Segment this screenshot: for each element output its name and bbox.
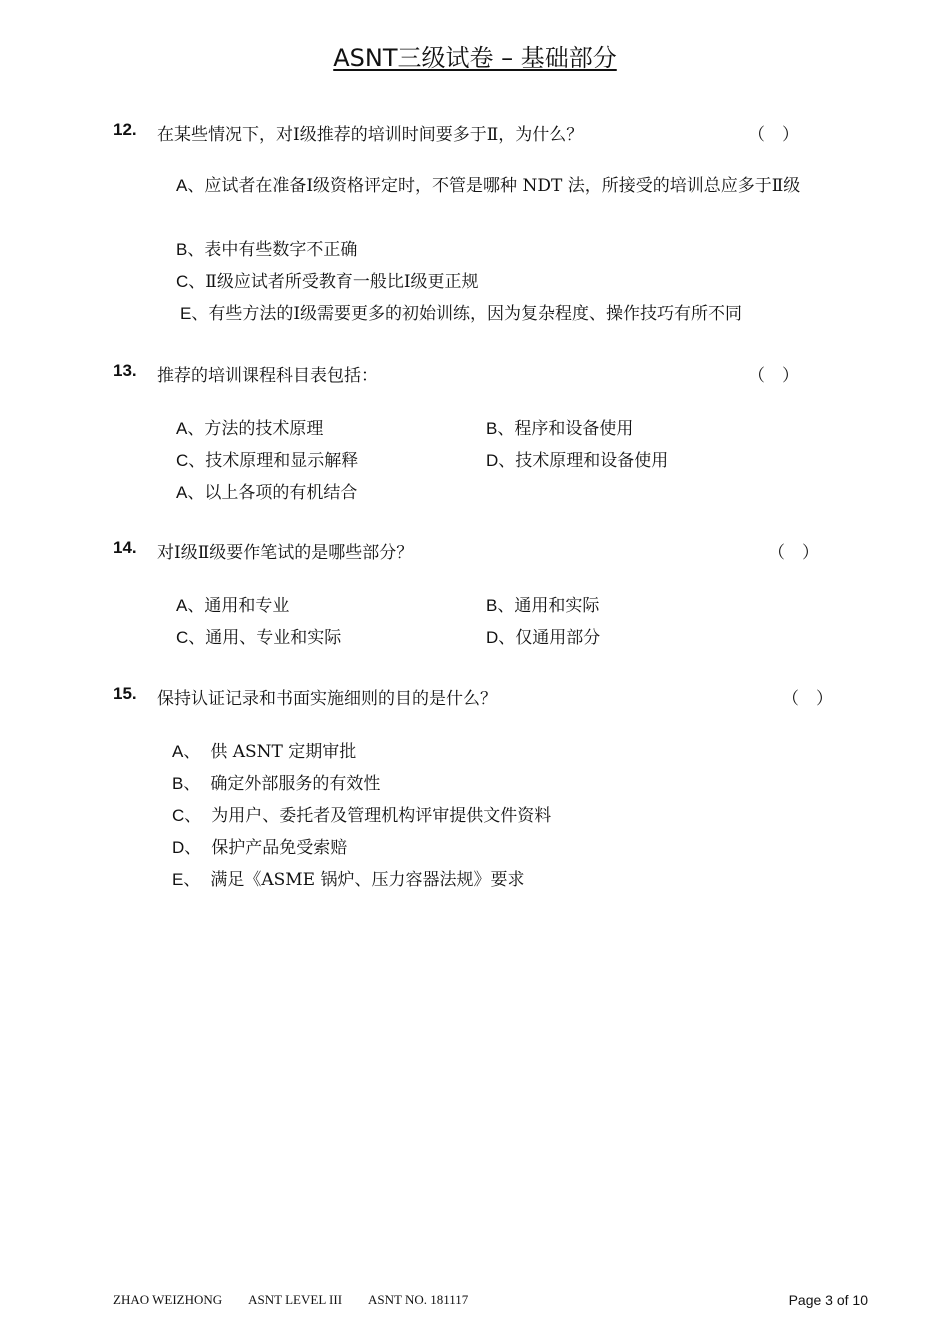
option-12-e xyxy=(180,300,742,328)
option-15-d xyxy=(172,834,347,862)
footer-info xyxy=(113,1292,468,1308)
option-text: 通用、专业和实际 xyxy=(205,628,342,648)
option-text: 有些方法的Ⅰ级需要更多的初始训练，因为复杂程度、操作技巧有所不同 xyxy=(208,304,743,324)
option-text: 以上各项的有机结合 xyxy=(204,483,358,503)
option-15-c xyxy=(172,802,551,830)
option-14-a xyxy=(176,592,289,620)
option-letter: E xyxy=(172,870,184,889)
option-sep: 、 xyxy=(497,596,515,616)
option-sep: 、 xyxy=(187,596,205,616)
option-text: 应试者在准备Ⅰ级资格评定时，不管是哪种 NDT 法，所接受的培训总应多于Ⅱ级 xyxy=(204,176,801,196)
option-text: 技术原理和设备使用 xyxy=(515,451,669,471)
option-letter: B xyxy=(486,596,498,615)
question-number: 14. xyxy=(113,538,137,557)
option-15-a xyxy=(172,738,356,766)
option-13-e xyxy=(176,479,357,507)
option-12-c xyxy=(176,268,479,296)
option-text: 为用户、委托者及管理机构评审提供文件资料 xyxy=(211,806,552,826)
option-sep: 、 xyxy=(187,240,205,260)
option-14-d xyxy=(486,624,600,652)
option-sep: 、 xyxy=(184,806,202,826)
option-sep: 、 xyxy=(183,742,201,762)
option-letter: C xyxy=(176,628,189,647)
option-letter: C xyxy=(176,451,189,470)
option-text: Ⅱ级应试者所受教育一般比Ⅰ级更正规 xyxy=(205,272,479,292)
option-text: 表中有些数字不正确 xyxy=(204,240,358,260)
option-letter: D xyxy=(486,628,499,647)
question-number: 13. xyxy=(113,361,137,380)
option-letter: C xyxy=(172,806,185,825)
answer-blank[interactable]: （ ） xyxy=(748,125,799,145)
footer-level: ASNT LEVEL III xyxy=(248,1292,343,1307)
option-letter: E xyxy=(180,304,192,323)
option-sep: 、 xyxy=(183,870,201,890)
option-letter: D xyxy=(172,838,185,857)
option-letter: B xyxy=(486,419,498,438)
option-sep: 、 xyxy=(188,272,206,292)
question-header xyxy=(0,682,950,710)
option-13-b xyxy=(486,415,633,443)
option-sep: 、 xyxy=(498,628,516,648)
option-text: 保护产品免受索赔 xyxy=(211,838,348,858)
question-text: 保持认证记录和书面实施细则的目的是什么？ xyxy=(157,689,497,709)
question-text: 对Ⅰ级Ⅱ级要作笔试的是哪些部分？ xyxy=(157,543,414,563)
option-sep: 、 xyxy=(188,451,206,471)
option-14-c xyxy=(176,624,341,652)
answer-blank[interactable]: （ ） xyxy=(768,543,819,563)
option-sep: 、 xyxy=(497,419,515,439)
option-sep: 、 xyxy=(498,451,516,471)
option-letter: A xyxy=(176,596,188,615)
option-text: 通用和专业 xyxy=(204,596,290,616)
option-letter: A xyxy=(172,742,184,761)
option-text: 技术原理和显示解释 xyxy=(205,451,359,471)
option-sep: 、 xyxy=(183,774,201,794)
option-12-b xyxy=(176,236,357,264)
option-13-d xyxy=(486,447,668,475)
option-text: 通用和实际 xyxy=(514,596,600,616)
footer-page-number: Page 3 of 10 xyxy=(788,1292,868,1308)
option-letter: C xyxy=(176,272,189,291)
question-number: 12. xyxy=(113,120,137,139)
option-14-b xyxy=(486,592,599,620)
page-title: ASNT三级试卷 – 基础部分 xyxy=(333,44,617,72)
option-sep: 、 xyxy=(184,838,202,858)
footer-author: ZHAO WEIZHONG xyxy=(113,1292,223,1307)
question-header xyxy=(0,118,950,146)
question-text: 推荐的培训课程科目表包括： xyxy=(157,366,378,386)
option-letter: A xyxy=(176,176,188,195)
option-letter: B xyxy=(176,240,188,259)
option-text: 程序和设备使用 xyxy=(514,419,634,439)
answer-blank[interactable]: （ ） xyxy=(748,366,799,386)
answer-blank[interactable]: （ ） xyxy=(782,689,833,709)
question-header xyxy=(0,359,950,387)
option-text: 仅通用部分 xyxy=(515,628,601,648)
question-number: 15. xyxy=(113,684,137,703)
option-letter: D xyxy=(486,451,499,470)
footer-number: ASNT NO. 181117 xyxy=(368,1292,469,1307)
option-15-b xyxy=(172,770,380,798)
option-text: 方法的技术原理 xyxy=(204,419,324,439)
question-text: 在某些情况下，对Ⅰ级推荐的培训时间要多于Ⅱ，为什么？ xyxy=(157,125,584,145)
option-text: 确定外部服务的有效性 xyxy=(210,774,381,794)
option-text: 供 ASNT 定期审批 xyxy=(210,742,357,762)
option-sep: 、 xyxy=(187,176,205,196)
option-sep: 、 xyxy=(188,628,206,648)
option-letter: B xyxy=(172,774,184,793)
option-12-a xyxy=(176,170,896,202)
option-sep: 、 xyxy=(187,483,205,503)
option-13-a xyxy=(176,415,323,443)
option-letter: A xyxy=(176,419,188,438)
option-13-c xyxy=(176,447,358,475)
option-text: 满足《ASME 锅炉、压力容器法规》要求 xyxy=(210,870,525,890)
question-header xyxy=(0,536,950,564)
option-15-e xyxy=(172,866,525,894)
option-sep: 、 xyxy=(191,304,209,324)
option-letter: A xyxy=(176,483,188,502)
option-sep: 、 xyxy=(187,419,205,439)
